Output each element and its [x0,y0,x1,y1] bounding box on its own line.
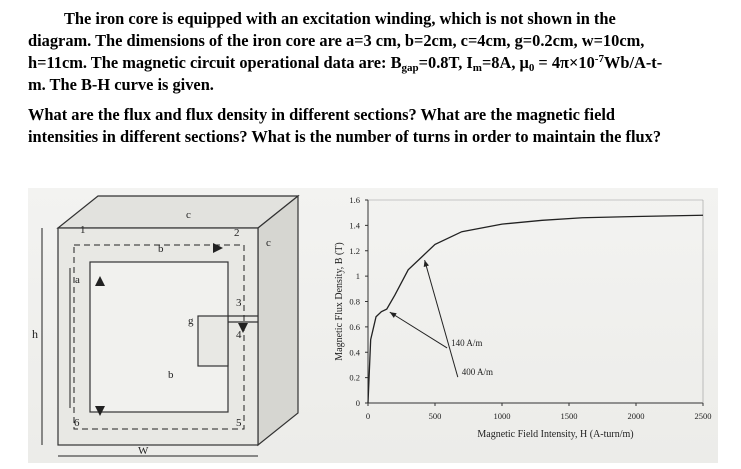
core-side-face [258,196,298,445]
p1-line-c-mid3: = 4π×10 [534,53,595,72]
y-tick-label: 0.8 [349,296,360,307]
sup-exp: -7 [594,53,604,65]
p1-line-b: diagram. The dimensions of the iron core are a=3 cm, b=2cm, c=4cm, g=0.2cm, w=10cm, [28,31,645,50]
x-tick-label: 2500 [694,411,712,421]
label-b-top: b [158,243,164,255]
p1-line-d: m. The B-H curve is given. [28,75,214,94]
label-c-side: c [266,237,271,249]
p1-line-c-pre: h=11cm. The magnetic circuit operational data are: B [28,53,402,72]
label-section-3: 3 [236,297,242,309]
y-tick-label: 1.2 [349,245,360,256]
y-tick-label: 0.6 [349,321,360,332]
x-tick-label: 500 [428,411,442,421]
annotation-arrow-head [390,312,397,318]
label-section-5: 5 [236,417,242,429]
x-tick-label: 0 [365,411,371,421]
label-section-6: 6 [74,417,80,429]
label-c-top: c [186,209,191,221]
annotation-arrow-line [425,260,458,377]
y-tick-label: 1.4 [349,220,360,231]
core-top-face [58,196,298,228]
label-section-1: 1 [80,224,86,236]
y-tick-label: 0.4 [349,347,360,358]
y-tick-label: 0.2 [349,372,360,383]
chart-ticks [349,195,711,421]
bh-curve-line [368,215,703,403]
annotation-label: 400 A/m [461,367,494,378]
label-a: a [75,274,80,286]
label-h: h [32,327,38,341]
chart-annotations [390,260,493,377]
label-section-2: 2 [234,227,240,239]
y-tick-label: 1 [355,271,360,282]
y-tick-label: 1.6 [349,195,360,205]
x-tick-label: 1500 [560,411,578,421]
problem-statement [28,0,728,148]
iron-core-diagram [28,188,328,463]
y-axis-label: Magnetic Flux Density, B (T) [334,242,345,361]
annotation-label: 140 A/m [451,337,483,348]
sub-gap: gap [401,62,419,74]
p2-line-a: What are the flux and flux density in different sections? What are the magnetic field [28,105,616,124]
chart-axes [368,200,703,403]
label-b-bottom: b [168,369,174,381]
problem-paragraph-2 [28,104,728,148]
x-axis-label: Magnetic Field Intensity, H (A-turn/m) [477,429,634,440]
annotation-arrow-line [390,312,447,348]
p1-line-c-mid2: =8A, μ [481,53,529,72]
label-g: g [188,315,194,327]
bh-curve-chart [328,188,718,463]
figure-photo [28,188,718,463]
core-center-leg [198,316,228,366]
sub-m: m [472,62,482,74]
chart-series [368,215,703,403]
x-tick-label: 1000 [493,411,511,421]
y-tick-label: 0 [355,398,360,408]
p1-line-c-mid1: =0.8T, I [418,53,473,72]
sub-0: 0 [528,62,535,74]
label-w: W [138,445,149,457]
p1-line-c-end: Wb/A-t- [603,53,663,72]
x-tick-label: 2000 [627,411,645,421]
p1-line-a: The iron core is equipped with an excitation winding, which is not shown in the [64,9,616,28]
problem-paragraph-1 [28,0,728,96]
p2-line-b: intensities in different sections? What is the number of turns in order to maintain the flux? [28,127,662,146]
annotation-arrow-head [424,260,429,267]
label-section-4: 4 [236,329,242,341]
